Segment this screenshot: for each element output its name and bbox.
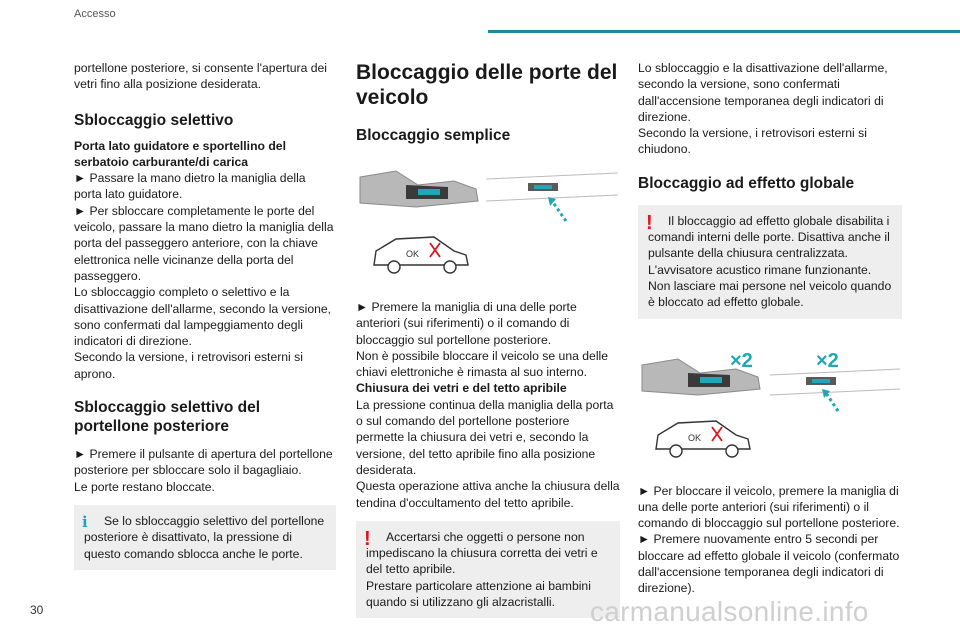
intro-paragraph: portellone posteriore, si consente l'apertura dei vetri fino alla posizione desiderata. bbox=[74, 61, 327, 92]
heading-bloccaggio-porte: Bloccaggio delle porte del veicolo bbox=[356, 61, 618, 109]
paragraph-non-possibile: Non è possibile bloccare il veicolo se una delle chiavi elettroniche è rimasta al suo interno. bbox=[356, 348, 609, 380]
subheading-porta-guidatore: Porta lato guidatore e sportellino del serbatoio carburante/di carica bbox=[74, 138, 286, 169]
press-twice-label-left: ×2 bbox=[730, 349, 753, 372]
heading-bloccaggio-globale: Bloccaggio ad effetto globale bbox=[638, 174, 855, 192]
info-icon: i bbox=[82, 512, 88, 531]
header-section-title: Accesso bbox=[74, 8, 116, 20]
step-premere-nuovamente: ► Premere nuovamente entro 5 secondi per bloccare ad effetto globale il veicolo (confermato dall'accensione temporanea degli indicatori di direzione). bbox=[638, 532, 900, 596]
illustration-bloccaggio-semplice bbox=[356, 159, 620, 287]
page-number: 30 bbox=[30, 603, 44, 617]
door-handle-hand-illustration bbox=[360, 171, 478, 207]
watermark: carmanualsonline.info bbox=[590, 596, 869, 627]
info-box bbox=[74, 505, 336, 570]
heading-bloccaggio-semplice: Bloccaggio semplice bbox=[356, 127, 511, 144]
paragraph-retrovisori-chiudono: Secondo la versione, i retrovisori esterni si chiudono. bbox=[638, 126, 867, 157]
paragraph-sbloccaggio-completo: Lo sbloccaggio completo o selettivo e la disattivazione dell'allarme, secondo la versione, sono confermati dal lampeggiamento degli indicatori di direzione. bbox=[74, 285, 332, 349]
car-ok-illustration bbox=[374, 237, 468, 273]
warning-icon: ! bbox=[364, 527, 371, 550]
heading-sbloccaggio-portellone: Sbloccaggio selettivo del portellone posteriore bbox=[74, 399, 261, 436]
illustration-bloccaggio-globale bbox=[638, 349, 902, 459]
step-passare-mano: ► Passare la mano dietro la maniglia della porta lato guidatore. bbox=[74, 171, 306, 202]
paragraph-sbloccaggio-disattivazione: Lo sbloccaggio e la disattivazione dell'allarme, secondo la versione, sono confermati dall'accensione temporanea degli indicatori di direzione. bbox=[638, 61, 888, 124]
paragraph-pressione-continua: La pressione continua della maniglia della porta o sul comando del portellone posteriore permette la chiusura dei vetri e, secondo la versione, del tetto apribile fino alla posizione desiderata. bbox=[356, 397, 614, 477]
paragraph-tendina: Questa operazione attiva anche la chiusura della tendina d'occultamento del tetto apribile. bbox=[356, 479, 620, 510]
column-left bbox=[74, 60, 336, 570]
subheading-chiusura-vetri: Chiusura dei vetri e del tetto apribile bbox=[356, 381, 567, 396]
warning-box-globale bbox=[638, 205, 902, 319]
warning-text-avvisatore: L'avvisatore acustico rimane funzionante. bbox=[648, 262, 872, 277]
column-right bbox=[638, 60, 902, 597]
warning-text-non-lasciare: Non lasciare mai persone nel veicolo quando è bloccato ad effetto globale. bbox=[648, 278, 892, 310]
step-premere-maniglia: ► Premere la maniglia di una delle porte anteriori (sui riferimenti) o il comando di bloccaggio sul portellone posteriore. bbox=[356, 300, 577, 347]
car-ok-illustration bbox=[656, 421, 750, 457]
warning-box-vetri bbox=[356, 521, 620, 618]
paragraph-retrovisori-aprono: Secondo la versione, i retrovisori esterni si aprono. bbox=[74, 350, 303, 381]
info-box-text: Se lo sbloccaggio selettivo del portellone posteriore è disattivato, la pressione di questo comando sblocca anche le porte. bbox=[84, 513, 325, 561]
ok-label: OK bbox=[688, 432, 702, 443]
paragraph-porte-bloccate: Le porte restano bloccate. bbox=[74, 479, 215, 494]
warning-icon: ! bbox=[646, 211, 653, 234]
header-accent-bar bbox=[488, 30, 960, 33]
warning-text-bambini: Prestare particolare attenzione ai bambini quando si utilizzano gli alzacristalli. bbox=[366, 578, 591, 610]
press-twice-label-right: ×2 bbox=[816, 349, 839, 372]
heading-sbloccaggio-selettivo: Sbloccaggio selettivo bbox=[74, 111, 234, 129]
warning-text-accertarsi: Accertarsi che oggetti o persone non impediscano la chiusura corretta dei vetri e del tetto apribile. bbox=[366, 529, 598, 577]
door-arrow-illustration bbox=[770, 369, 900, 411]
warning-text-disabilita: Il bloccaggio ad effetto globale disabilita i comandi interni delle porte. Disattiva anche il pulsante della chiusura centralizzata. bbox=[648, 213, 890, 261]
step-premere-pulsante: ► Premere il pulsante di apertura del portellone posteriore per sbloccare solo il bagagliaio. bbox=[74, 447, 333, 478]
step-bloccare-veicolo: ► Per bloccare il veicolo, premere la maniglia di una delle porte anteriori (sui riferimenti) o il comando di bloccaggio sul portellone posteriore. bbox=[638, 483, 900, 531]
column-middle bbox=[356, 60, 620, 618]
door-arrow-illustration bbox=[486, 173, 618, 221]
ok-label: OK bbox=[406, 249, 420, 259]
step-sbloccare-porte: ► Per sbloccare completamente le porte del veicolo, passare la mano dietro la maniglia della porta del passeggero anteriore, con la chiave elettronica nelle vicinanze della porta del passeggero. bbox=[74, 203, 334, 283]
